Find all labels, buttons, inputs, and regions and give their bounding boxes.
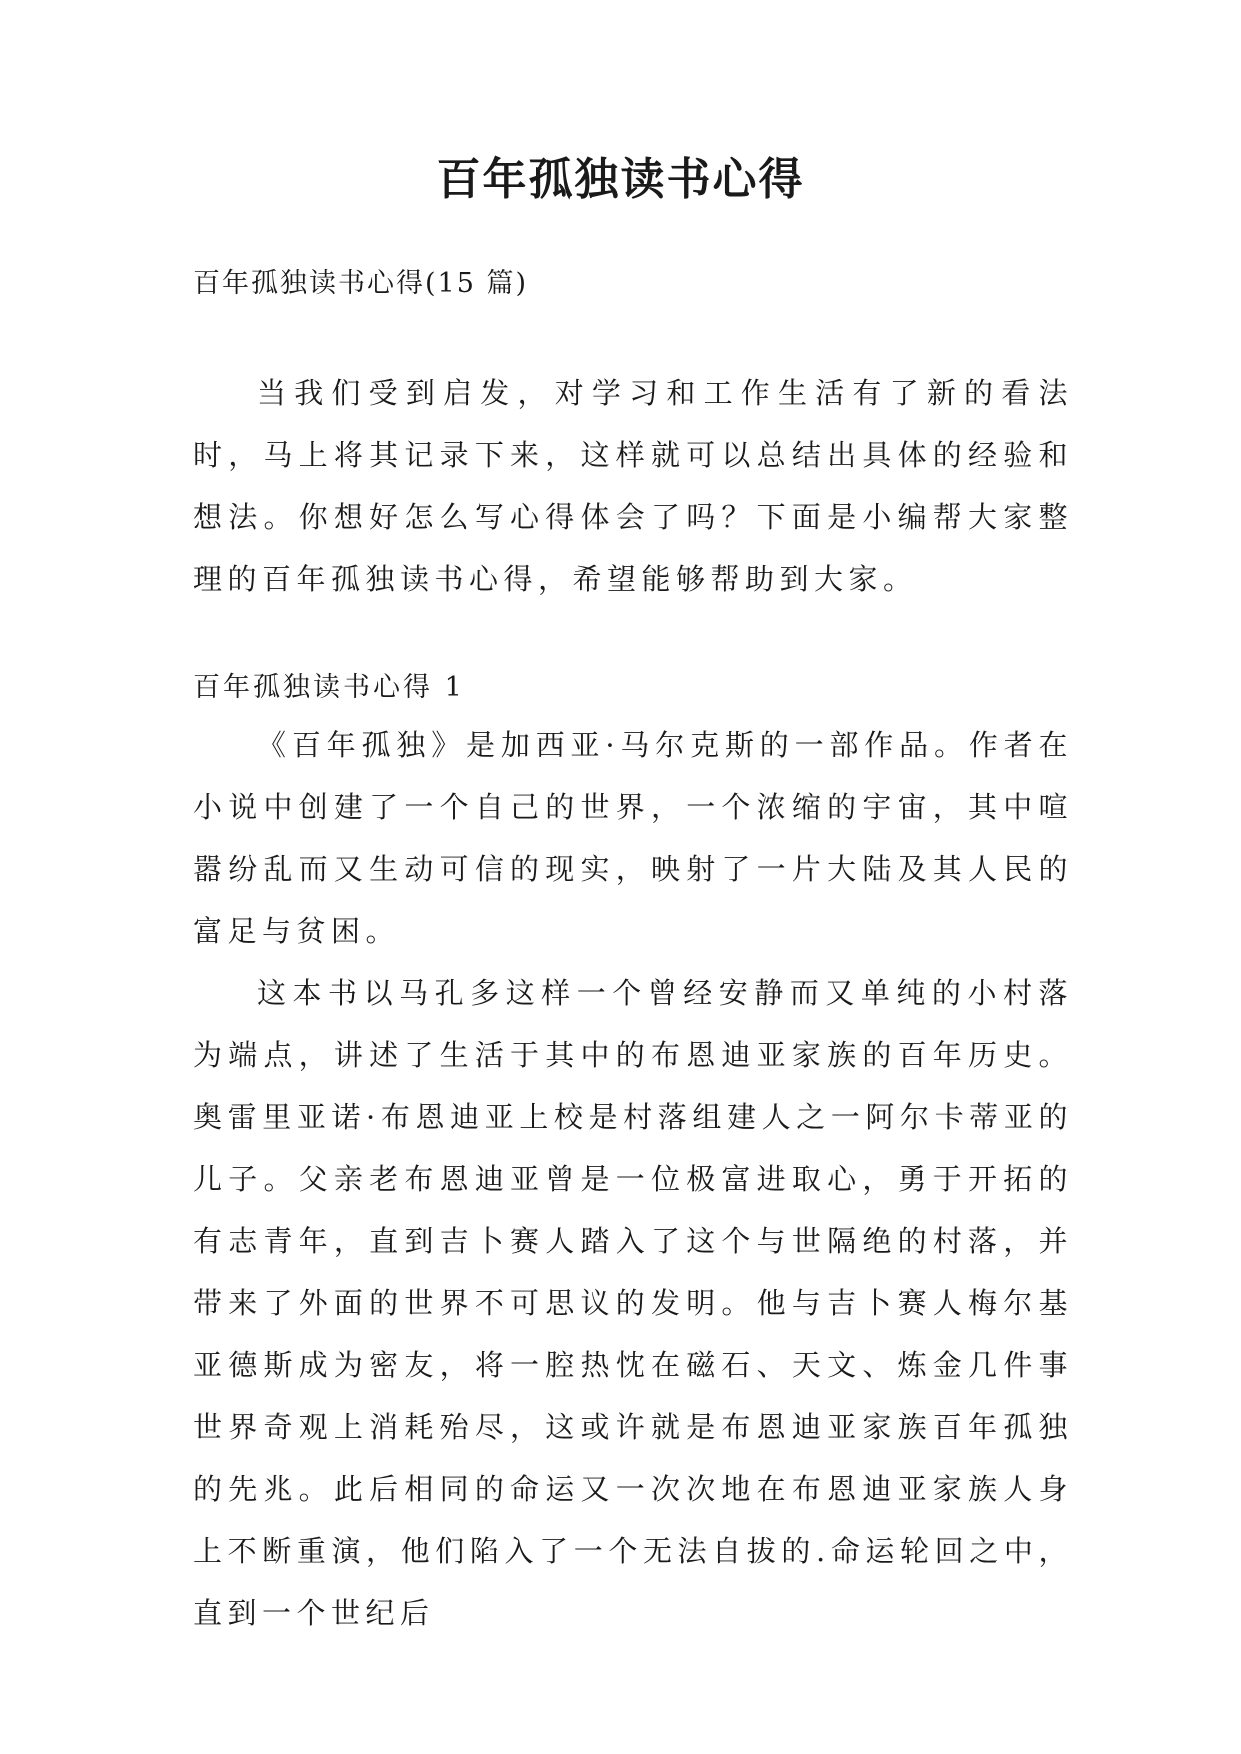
section-1 — [193, 662, 1073, 1644]
document-title: 百年孤独读书心得 — [436, 154, 805, 205]
intro-paragraph: 当我们受到启发，对学习和工作生活有了新的看法时，马上将其记录下来，这样就可以总结出具体的经验和想法。你想好怎么写心得体会了吗？下面是小编帮大家整理的百年孤独读书心得，希望能够帮助到大家。 — [193, 376, 1073, 596]
section-paragraph: 《百年孤独》是加西亚·马尔克斯的一部作品。作者在小说中创建了一个自己的世界，一个浓缩的宇宙，其中喧嚣纷乱而又生动可信的现实，映射了一片大陆及其人民的富足与贫困。 — [193, 728, 1073, 948]
document-subtitle: 百年孤独读书心得(15 篇) — [193, 268, 529, 299]
section-heading: 百年孤独读书心得 1 — [193, 672, 465, 703]
document-body — [193, 258, 1073, 1644]
section-paragraph: 这本书以马孔多这样一个曾经安静而又单纯的小村落为端点，讲述了生活于其中的布恩迪亚家族的百年历史。奥雷里亚诺·布恩迪亚上校是村落组建人之一阿尔卡蒂亚的儿子。父亲老布恩迪亚曾是一位极富进取心，勇于开拓的有志青年，直到吉卜赛人踏入了这个与世隔绝的村落，并带来了外面的世界不可思议的发明。他与吉卜赛人梅尔基亚德斯成为密友，将一腔热忱在磁石、天文、炼金几件事世界奇观上消耗殆尽，这或许就是布恩迪亚家族百年孤独的先兆。此后相同的命运又一次次地在布恩迪亚家族人身上不断重演，他们陷入了一个无法自拔的.命运轮回之中，直到一个世纪后 — [193, 976, 1073, 1630]
